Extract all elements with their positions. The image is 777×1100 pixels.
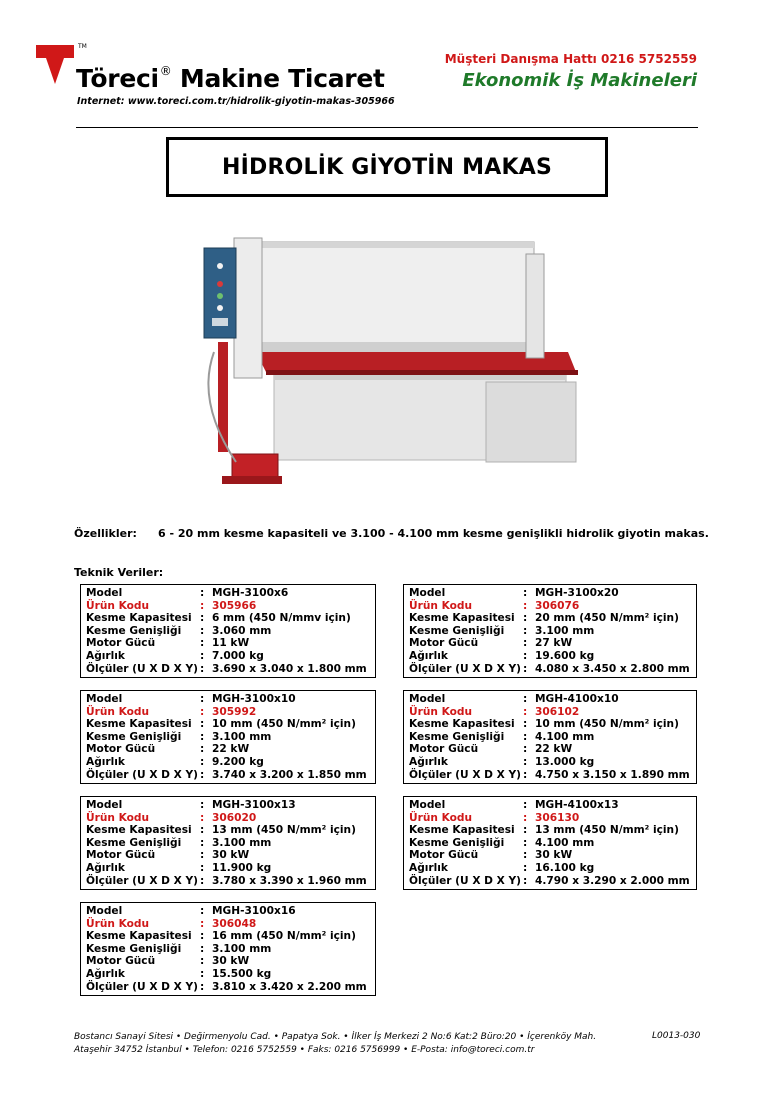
spec-row-model (409, 587, 691, 600)
spec-separator: : (200, 942, 205, 955)
spec-row-code (86, 706, 370, 719)
spec-row-capacity (86, 824, 370, 837)
spec-label: Kesme Kapasitesi (409, 824, 515, 837)
spec-label: Motor Gücü (86, 955, 156, 968)
spec-label: Model (409, 799, 446, 811)
spec-separator: : (200, 811, 205, 824)
spec-value: 3.810 x 3.420 x 2.200 mm (212, 980, 367, 993)
spec-row-capacity (409, 612, 691, 625)
spec-row-dims (86, 663, 370, 676)
spec-label: Kesme Kapasitesi (86, 930, 192, 943)
spec-row-code (409, 600, 691, 613)
spec-value: 30 kW (212, 955, 250, 968)
spec-row-capacity (409, 718, 691, 731)
spec-row-dims (409, 769, 691, 782)
spec-separator: : (200, 861, 205, 874)
spec-value: MGH-4100x13 (535, 799, 619, 811)
spec-row-motor (86, 743, 370, 756)
spec-label: Ürün Kodu (409, 811, 473, 824)
spec-value: 3.740 x 3.200 x 1.850 mm (212, 768, 367, 781)
website-url[interactable]: Internet: www.toreci.com.tr/hidrolik-giyotin-makas-305966 (77, 96, 395, 107)
spec-value: 19.600 kg (535, 649, 595, 662)
spec-separator: : (200, 637, 205, 650)
spec-separator: : (523, 599, 528, 612)
spec-row-dims (86, 981, 370, 994)
spec-value: 3.690 x 3.040 x 1.800 mm (212, 662, 367, 675)
spec-separator: : (523, 849, 528, 862)
spec-separator: : (200, 624, 205, 637)
spec-row-model (86, 587, 370, 600)
spec-row-weight (86, 862, 370, 875)
spec-value: 3.060 mm (212, 624, 272, 637)
spec-separator: : (200, 693, 205, 705)
spec-row-weight (409, 650, 691, 663)
spec-value: 10 mm (450 N/mm² için) (535, 718, 679, 731)
spec-label: Model (86, 799, 123, 811)
features-text: 6 - 20 mm kesme kapasiteli ve 3.100 - 4.100 mm kesme genişlikli hidrolik giyotin makas. (158, 527, 709, 540)
spec-label: Kesme Genişliği (409, 624, 505, 637)
footer-line-1: Bostancı Sanayi Sitesi • Değirmenyolu Cad. • Papatya Sok. • İlker İş Merkezi 2 No:6 Kat:2 Büro:20 • İçerenköy Mah. (74, 1032, 597, 1042)
header-divider (76, 127, 698, 128)
company-name: Töreci® Makine Ticaret (76, 64, 385, 93)
spec-separator: : (523, 874, 528, 887)
spec-row-width (86, 625, 370, 638)
spec-row-weight (86, 756, 370, 769)
spec-value: 13 mm (450 N/mm² için) (535, 824, 679, 837)
spec-value: 7.000 kg (212, 649, 264, 662)
spec-separator: : (523, 693, 528, 705)
spec-separator: : (523, 649, 528, 662)
spec-separator: : (200, 967, 205, 980)
spec-row-motor (409, 637, 691, 650)
spec-row-model (86, 905, 370, 918)
spec-row-width (86, 837, 370, 850)
trademark-mark: TM (78, 43, 87, 50)
page-title: HİDROLİK GİYOTİN MAKAS (221, 154, 552, 180)
spec-label: Ağırlık (409, 861, 448, 874)
spec-box-mgh-4100x10 (403, 690, 697, 784)
spec-value: 6 mm (450 N/mmv için) (212, 612, 351, 625)
spec-label: Ağırlık (86, 861, 125, 874)
spec-value: 3.780 x 3.390 x 1.960 mm (212, 874, 367, 887)
guillotine-machine-image (196, 232, 579, 494)
spec-separator: : (523, 718, 528, 731)
spec-row-capacity (409, 824, 691, 837)
spec-value: MGH-3100x13 (212, 799, 296, 811)
spec-value: 10 mm (450 N/mm² için) (212, 718, 356, 731)
spec-separator: : (200, 824, 205, 837)
spec-box-mgh-3100x10 (80, 690, 376, 784)
spec-value: 3.100 mm (212, 730, 272, 743)
spec-row-weight (86, 650, 370, 663)
spec-value: 4.750 x 3.150 x 1.890 mm (535, 768, 690, 781)
spec-label: Ürün Kodu (409, 599, 473, 612)
spec-separator: : (200, 849, 205, 862)
spec-label: Ölçüler (U X D X Y) (409, 768, 522, 781)
spec-label: Ürün Kodu (86, 811, 150, 824)
spec-separator: : (200, 612, 205, 625)
features-label: Özellikler: (74, 527, 137, 540)
spec-label: Kesme Kapasitesi (409, 612, 515, 625)
spec-separator: : (523, 624, 528, 637)
spec-label: Kesme Kapasitesi (409, 718, 515, 731)
spec-value: 3.100 mm (212, 836, 272, 849)
spec-separator: : (200, 930, 205, 943)
spec-separator: : (200, 755, 205, 768)
spec-row-dims (86, 769, 370, 782)
spec-label: Ürün Kodu (409, 705, 473, 718)
spec-value: 9.200 kg (212, 755, 264, 768)
spec-label: Ağırlık (409, 755, 448, 768)
spec-separator: : (523, 662, 528, 675)
spec-separator: : (200, 768, 205, 781)
spec-value: 306020 (212, 811, 257, 824)
spec-label: Kesme Genişliği (86, 836, 182, 849)
spec-label: Motor Gücü (409, 637, 479, 650)
spec-row-width (86, 943, 370, 956)
spec-separator: : (200, 905, 205, 917)
spec-separator: : (200, 730, 205, 743)
spec-label: Ağırlık (86, 967, 125, 980)
spec-separator: : (200, 799, 205, 811)
spec-value: 22 kW (212, 743, 250, 756)
spec-row-model (409, 799, 691, 812)
spec-value: 30 kW (535, 849, 573, 862)
spec-separator: : (523, 811, 528, 824)
spec-value: MGH-3100x6 (212, 587, 289, 599)
spec-separator: : (200, 836, 205, 849)
spec-value: MGH-3100x20 (535, 587, 619, 599)
spec-label: Ölçüler (U X D X Y) (409, 662, 522, 675)
spec-value: 11 kW (212, 637, 250, 650)
spec-label: Kesme Genişliği (86, 942, 182, 955)
spec-value: 20 mm (450 N/mm² için) (535, 612, 679, 625)
page-title-box (166, 137, 608, 197)
spec-row-width (86, 731, 370, 744)
spec-value: 13.000 kg (535, 755, 595, 768)
spec-value: 27 kW (535, 637, 573, 650)
spec-label: Motor Gücü (86, 743, 156, 756)
spec-value: MGH-3100x16 (212, 905, 296, 917)
spec-value: 4.100 mm (535, 836, 595, 849)
spec-box-mgh-3100x6 (80, 584, 376, 678)
spec-label: Ağırlık (86, 755, 125, 768)
spec-value: 15.500 kg (212, 967, 272, 980)
spec-value: 16 mm (450 N/mm² için) (212, 930, 356, 943)
spec-separator: : (200, 705, 205, 718)
spec-label: Kesme Kapasitesi (86, 824, 192, 837)
spec-row-dims (409, 875, 691, 888)
spec-separator: : (523, 836, 528, 849)
spec-row-weight (409, 756, 691, 769)
spec-value: 22 kW (535, 743, 573, 756)
spec-separator: : (200, 874, 205, 887)
spec-separator: : (200, 649, 205, 662)
spec-row-dims (409, 663, 691, 676)
spec-separator: : (200, 955, 205, 968)
spec-row-capacity (86, 612, 370, 625)
spec-row-weight (86, 968, 370, 981)
spec-separator: : (523, 861, 528, 874)
spec-separator: : (200, 718, 205, 731)
spec-label: Kesme Kapasitesi (86, 612, 192, 625)
spec-row-model (86, 693, 370, 706)
spec-value: 3.100 mm (535, 624, 595, 637)
spec-label: Model (86, 587, 123, 599)
spec-value: 4.790 x 3.290 x 2.000 mm (535, 874, 690, 887)
spec-separator: : (523, 799, 528, 811)
technical-data-title: Teknik Veriler: (74, 566, 164, 579)
spec-label: Motor Gücü (86, 849, 156, 862)
spec-label: Ölçüler (U X D X Y) (409, 874, 522, 887)
spec-separator: : (523, 824, 528, 837)
company-slogan: Ekonomik İş Makineleri (462, 70, 697, 91)
spec-row-width (409, 625, 691, 638)
spec-row-motor (409, 743, 691, 756)
spec-label: Ürün Kodu (86, 705, 150, 718)
spec-label: Kesme Genişliği (409, 836, 505, 849)
spec-separator: : (200, 587, 205, 599)
spec-row-capacity (86, 718, 370, 731)
spec-separator: : (200, 980, 205, 993)
spec-separator: : (523, 768, 528, 781)
spec-box-mgh-4100x13 (403, 796, 697, 890)
spec-value: 16.100 kg (535, 861, 595, 874)
spec-row-capacity (86, 930, 370, 943)
company-logo-icon (36, 43, 76, 83)
spec-value: 11.900 kg (212, 861, 272, 874)
spec-row-motor (86, 849, 370, 862)
spec-separator: : (523, 755, 528, 768)
spec-separator: : (523, 743, 528, 756)
spec-separator: : (200, 743, 205, 756)
spec-separator: : (523, 587, 528, 599)
spec-row-width (409, 837, 691, 850)
spec-label: Model (409, 693, 446, 705)
spec-value: 30 kW (212, 849, 250, 862)
spec-row-model (409, 693, 691, 706)
spec-value: 305992 (212, 705, 257, 718)
document-number: L0013-030 (652, 1031, 701, 1041)
spec-row-code (86, 918, 370, 931)
spec-row-code (86, 812, 370, 825)
spec-label: Ürün Kodu (86, 917, 150, 930)
spec-box-mgh-3100x13 (80, 796, 376, 890)
spec-label: Motor Gücü (409, 849, 479, 862)
spec-row-motor (86, 637, 370, 650)
footer-line-2: Ataşehir 34752 İstanbul • Telefon: 0216 5752559 • Faks: 0216 5756999 • E-Posta: info@toreci.com.tr (74, 1045, 535, 1055)
spec-separator: : (200, 599, 205, 612)
spec-label: Kesme Genişliği (86, 730, 182, 743)
spec-label: Ağırlık (409, 649, 448, 662)
spec-separator: : (200, 917, 205, 930)
spec-value: 306048 (212, 917, 257, 930)
spec-box-mgh-3100x16 (80, 902, 376, 996)
spec-row-code (409, 706, 691, 719)
spec-label: Ölçüler (U X D X Y) (86, 662, 199, 675)
spec-value: 305966 (212, 599, 257, 612)
spec-label: Ölçüler (U X D X Y) (86, 768, 199, 781)
spec-label: Model (86, 693, 123, 705)
spec-row-dims (86, 875, 370, 888)
spec-separator: : (200, 662, 205, 675)
spec-row-motor (86, 955, 370, 968)
spec-row-width (409, 731, 691, 744)
spec-row-model (86, 799, 370, 812)
spec-value: 4.100 mm (535, 730, 595, 743)
spec-row-weight (409, 862, 691, 875)
spec-label: Ürün Kodu (86, 599, 150, 612)
spec-value: MGH-3100x10 (212, 693, 296, 705)
spec-value: 13 mm (450 N/mm² için) (212, 824, 356, 837)
spec-separator: : (523, 730, 528, 743)
spec-value: 3.100 mm (212, 942, 272, 955)
spec-row-motor (409, 849, 691, 862)
spec-label: Motor Gücü (86, 637, 156, 650)
spec-row-code (409, 812, 691, 825)
footer-address (74, 1031, 596, 1057)
spec-label: Ağırlık (86, 649, 125, 662)
spec-label: Model (409, 587, 446, 599)
spec-label: Ölçüler (U X D X Y) (86, 980, 199, 993)
spec-value: 306076 (535, 599, 580, 612)
spec-value: 4.080 x 3.450 x 2.800 mm (535, 662, 690, 675)
spec-label: Motor Gücü (409, 743, 479, 756)
spec-label: Kesme Kapasitesi (86, 718, 192, 731)
spec-row-code (86, 600, 370, 613)
spec-label: Ölçüler (U X D X Y) (86, 874, 199, 887)
customer-hotline: Müşteri Danışma Hattı 0216 5752559 (444, 52, 697, 66)
spec-separator: : (523, 637, 528, 650)
spec-value: MGH-4100x10 (535, 693, 619, 705)
spec-label: Model (86, 905, 123, 917)
spec-label: Kesme Genişliği (86, 624, 182, 637)
spec-value: 306130 (535, 811, 580, 824)
spec-separator: : (523, 612, 528, 625)
spec-separator: : (523, 705, 528, 718)
spec-label: Kesme Genişliği (409, 730, 505, 743)
spec-box-mgh-3100x20 (403, 584, 697, 678)
spec-value: 306102 (535, 705, 580, 718)
